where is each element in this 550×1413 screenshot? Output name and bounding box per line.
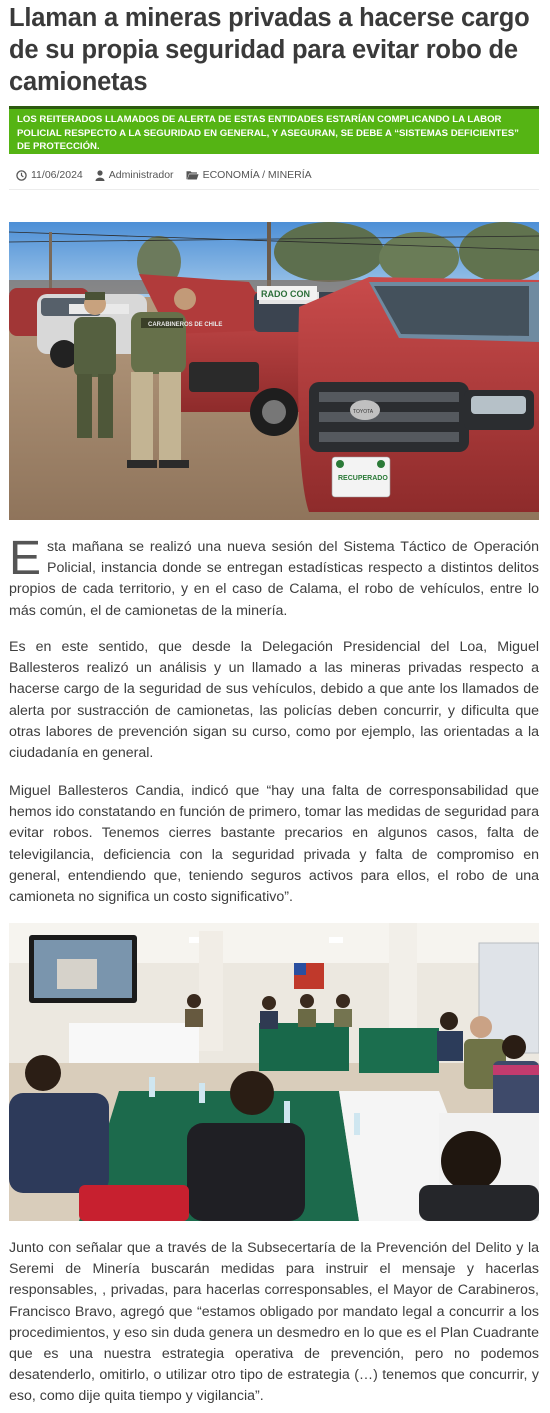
grille-badge: TOYOTA [353,409,374,415]
folder-icon [186,170,199,180]
photo-meeting-room [9,923,539,1221]
truck-banner-text: RADO CON [261,289,310,299]
meta-category[interactable] [186,169,312,181]
user-icon [95,170,105,181]
paragraph-1-text: sta mañana se realizó una nueva sesión del Sistema Táctico de Operación Policial, instancia donde se entregan estadísticas respecto a distintos delitos propios de cada territorio, y en el caso de Calama, el robo de vehículos, entre lo más común, el de camionetas de la minería. [9,539,539,619]
meta-divider [9,189,539,190]
meta-author-text[interactable]: Administrador [108,169,174,181]
dropcap: E [9,532,42,585]
paragraph-1 [9,532,539,622]
plate-text: RECUPERADO [338,475,388,482]
article-meta [16,167,318,183]
meta-date-text: 11/06/2024 [31,169,83,181]
paragraph-2: Es en este sentido, que desde la Delegación Presidencial del Loa, Miguel Ballesteros realizó un análisis y un llamado a las mineras privadas respecto a hacerse cargo de la seguridad de sus vehículos, debido a que ante los llamados de alerta por sustracción de camionetas, las policías deben concurrir, y dificulta que otras labores de prevención sigan su curso, como por ejemplo, las orientadas a la ciudadanía en general. [9,639,539,762]
vest-text: CARABINEROS DE CHILE [148,322,223,328]
article-lead-text: LOS REITERADOS LLAMADOS DE ALERTA DE ESTAS ENTIDADES ESTARÍAN COMPLICANDO LA LABOR POLICIAL RESPECTO A LA SEGURIDAD EN GENERAL, Y ASEGURAN, SE DEBE A “SISTEMAS DEFICIENTES” DE PROTECCIÓN. [17,114,519,152]
meta-category-link[interactable]: ECONOMÍA / MINERÍA [202,169,312,181]
photo-recovered-trucks [9,222,539,520]
paragraph-3: Miguel Ballesteros Candia, indicó que “hay una falta de corresponsabilidad que hemos ido constatando en función de primero, tomar las medidas de seguridad para evitar robos. Tenemos cierres bastante precarios en algunos casos, falta de televigilancia, deficiencia con la seguridad privada y falta de compromiso en general, entendiendo que, teniendo seguros activos para ellos, el robo de una camioneta no significa un costo significativo”. [9,783,539,906]
meta-author[interactable] [95,169,174,181]
article-title: Llaman a mineras privadas a hacerse cargo de su propia seguridad para evitar robo de camionetas [9,4,530,96]
paragraph-4: Junto con señalar que a través de la Subsecertaría de la Prevención del Delito y la Seremi de Minería buscarán medidas para instruir el mensaje y hacerlas responsables, , privadas, para hacerlas corresponsables, el Mayor de Carabineros, Francisco Bravo, agregó que “estamos obligado por mandato legal a concurrir a los procedimientos, y eso sin duda genera un desmedro en lo que es el Plan Cuadrante que es una nuestra estrategia operativa de prevención, pero no podemos desatenderlo, omitirlo, o utilizar otro tipo de estrategia (…) tenemos que concurrir, y eso, como dije quita tiempo y vigilancia”. [9,1240,539,1405]
article-lead-banner [9,106,539,154]
meta-date [16,169,83,181]
clock-icon [16,170,27,181]
